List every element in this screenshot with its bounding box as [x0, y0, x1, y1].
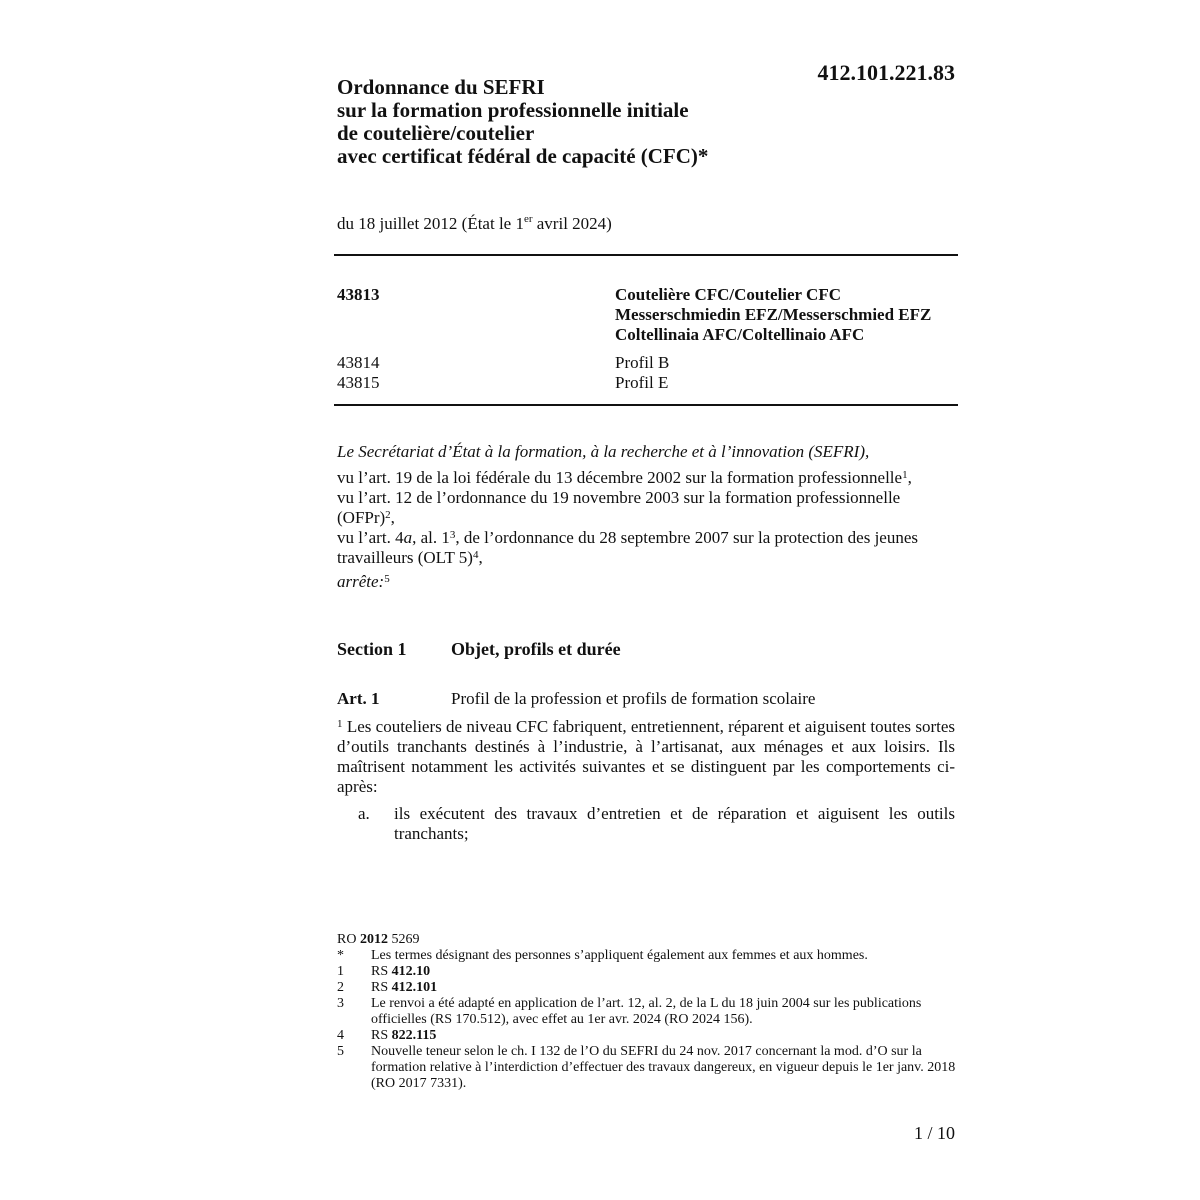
profession-name: Coutelière CFC/Coutelier CFC	[615, 285, 841, 304]
footnote-ref[interactable]: 5	[384, 573, 390, 585]
legal-basis-text: vu l’art. 19 de la loi fédérale du 13 décembre 2002 sur la formation professionnelle	[337, 468, 903, 487]
footnote-ref[interactable]: 3	[449, 529, 456, 541]
code-row	[337, 285, 957, 345]
code-cell: 43815	[337, 373, 380, 392]
enactment-text: arrête:	[337, 572, 385, 591]
title-line: avec certificat fédéral de capacité (CFC)*	[337, 144, 709, 168]
document-date	[337, 213, 612, 235]
footnote-mark: 1	[337, 964, 344, 979]
document-title	[337, 76, 797, 168]
rs-reference[interactable]: 412.10	[391, 964, 431, 979]
profile-name: Profil E	[615, 373, 669, 392]
footnote	[337, 996, 957, 1028]
title-line: Ordonnance du SEFRI	[337, 75, 545, 99]
footnote-mark: 4	[337, 1028, 344, 1043]
list-item-letter: a.	[358, 804, 370, 823]
footnote	[337, 1028, 957, 1044]
official-compilation-ref	[337, 932, 419, 948]
ro-page: 5269	[387, 932, 420, 947]
footnote-text: Nouvelle teneur selon le ch. I 132 de l’O du SEFRI du 24 nov. 2017 concernant la mod. d’O sur la formation relative à l’interdiction d’effectuer des travaux dangereux, en vigueur depuis le 1er janv. 2018 (RO 2017 7331).	[371, 1044, 956, 1091]
footnote-ref[interactable]: 2	[385, 509, 391, 521]
code-cell: 43814	[337, 353, 380, 372]
code-cell: 43813	[337, 285, 380, 304]
date-suffix: avril 2024)	[532, 214, 612, 233]
preamble	[337, 442, 957, 592]
footnote	[337, 964, 957, 980]
issuing-authority: Le Secrétariat d’État à la formation, à la recherche et à l’innovation (SEFRI),	[337, 442, 870, 461]
profile-name: Profil B	[615, 353, 670, 372]
rs-reference[interactable]: 822.115	[391, 1028, 437, 1043]
footnote-text: Le renvoi a été adapté en application de l’art. 12, al. 2, de la L du 18 juin 2004 sur les publications officielles (RS 170.512), avec effet au 1er avr. 2024 (RO 2024 156).	[371, 996, 922, 1027]
legal-basis-letter: a	[403, 528, 413, 547]
code-row	[337, 373, 957, 393]
footnote-ref[interactable]: 1	[902, 469, 908, 481]
list-item	[337, 804, 955, 844]
code-row	[337, 353, 957, 373]
footnote-mark: 5	[337, 1044, 344, 1059]
legal-basis: vu l’art. 19 de la loi fédérale du 13 décembre 2002 sur la formation professionnelle$^1$,	[337, 468, 912, 487]
enactment	[337, 572, 957, 592]
rs-number: 412.101.221.83	[817, 60, 955, 85]
rs-prefix: RS	[371, 964, 392, 979]
title-line: de coutelière/coutelier	[337, 121, 535, 145]
ro-year: 2012	[359, 932, 388, 947]
footnote-mark: *	[337, 948, 344, 963]
footnote-text	[371, 980, 957, 996]
page-number: 1 / 10	[913, 1123, 955, 1143]
legal-basis-text: vu l’art. 4	[337, 528, 404, 547]
paragraph-text: Les couteliers de niveau CFC fabriquent, entretiennent, réparent et aiguisent toutes sortes d’outils tranchants destinés à l’industrie, à l’artisanat, aux ménages et aux loisirs. Ils maîtrisent notamment les activités suivantes et se distinguent par les comportements ci-après:	[337, 717, 956, 796]
article-paragraph	[337, 717, 955, 797]
article-label: Art. 1	[337, 689, 380, 708]
footnote-ref[interactable]: 4	[472, 549, 479, 561]
profession-names	[615, 285, 957, 345]
section-heading	[337, 638, 621, 660]
footnote	[337, 980, 957, 996]
article-title: Profil de la profession et profils de formation scolaire	[451, 689, 816, 708]
footnote	[337, 948, 957, 964]
legal-basis: vu l’art. 12 de l’ordonnance du 19 novembre 2003 sur la formation professionnelle (OFPr)$^2$,	[337, 488, 901, 527]
legal-basis-text: vu l’art. 12 de l’ordonnance du 19 novembre 2003 sur la formation professionnelle (OFPr)	[337, 488, 901, 527]
footnote-text	[371, 1028, 957, 1044]
footnote-mark: 3	[337, 996, 344, 1011]
legal-basis-text: , al. 1	[412, 528, 450, 547]
rs-reference[interactable]: 412.101	[391, 980, 438, 995]
profession-codes-table	[337, 285, 957, 393]
top-rule	[334, 254, 958, 256]
title-line: sur la formation professionnelle initiale	[337, 98, 689, 122]
paragraph-number: 1	[337, 718, 343, 730]
section-title: Objet, profils et durée	[451, 639, 621, 659]
profession-name: Messerschmiedin EFZ/Messerschmied EFZ	[615, 305, 932, 324]
bottom-rule	[334, 404, 958, 406]
profession-name: Coltellinaia AFC/Coltellinaio AFC	[615, 325, 865, 344]
article-heading	[337, 688, 815, 710]
footnote	[337, 1044, 957, 1092]
footnote-text: Les termes désignant des personnes s’appliquent également aux femmes et aux hommes.	[371, 948, 868, 963]
list-item-text: ils exécutent des travaux d’entretien et de réparation et aiguisent les outils tranchants;	[394, 804, 955, 843]
section-label: Section 1	[337, 639, 407, 659]
rs-prefix: RS	[371, 980, 392, 995]
legal-basis-text: , de l’ordonnance du 28 septembre 2007 sur la protection des jeunes travailleurs (OLT 5)	[337, 528, 919, 567]
date-sup: er	[523, 213, 533, 225]
footnotes	[337, 948, 957, 1092]
legal-basis: vu l’art. 4a, al. 1$^3$, de l’ordonnance du 28 septembre 2007 sur la protection des jeunes travailleurs (OLT 5)$^4$,	[337, 528, 919, 567]
footnote-mark: 2	[337, 980, 344, 995]
date-prefix: du 18 juillet 2012 (État le 1	[337, 214, 524, 233]
footnote-text	[371, 964, 957, 980]
ro-prefix: RO	[337, 932, 360, 947]
rs-prefix: RS	[371, 1028, 392, 1043]
